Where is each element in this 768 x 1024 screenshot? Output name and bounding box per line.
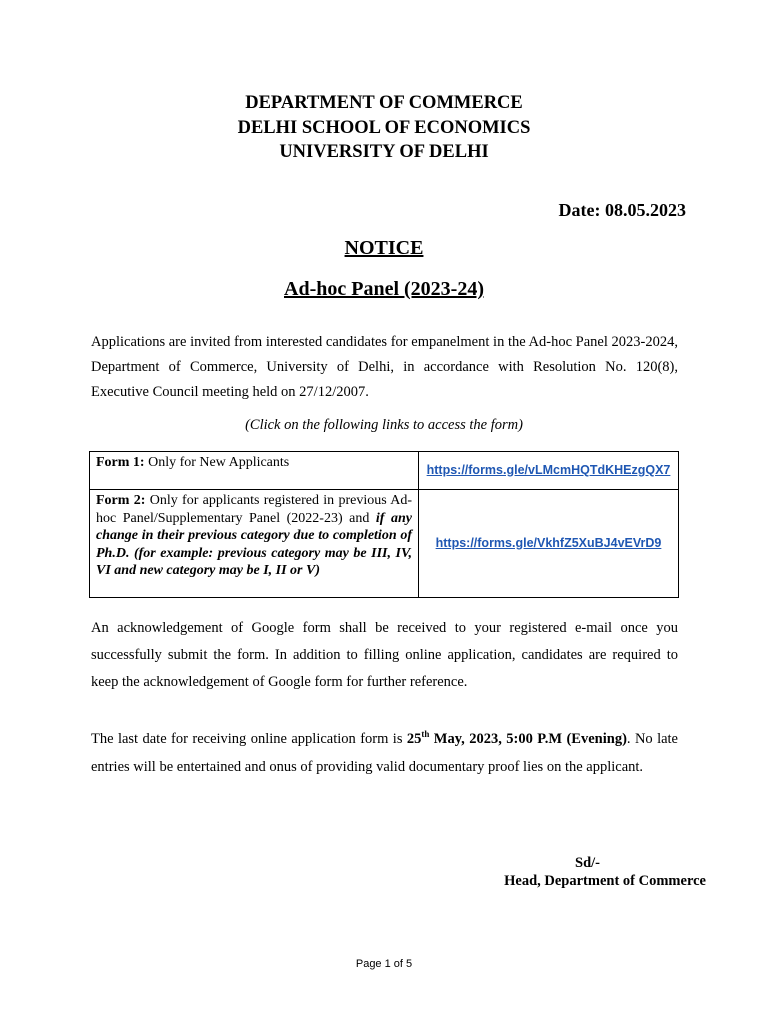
table-row <box>90 452 679 490</box>
forms-table <box>89 451 679 598</box>
deadline-suffix: . No late entries will be entertained and onus of providing valid documentary proof lies on the applicant. <box>91 730 678 775</box>
signature-sd: Sd/- <box>575 855 600 871</box>
table-row <box>90 490 679 598</box>
deadline-day-suffix: th <box>421 729 430 739</box>
header-department: DEPARTMENT OF COMMERCE <box>245 93 523 113</box>
deadline-paragraph <box>91 720 678 781</box>
form1-link[interactable]: https://forms.gle/vLMcmHQTdKHEzgQX7 <box>426 462 671 477</box>
form2-link-cell <box>419 490 679 598</box>
form2-desc-emphasis: if any change in their previous category due to completion of Ph.D. (for example: previous category may be III, IV, VI and new category may be I, II or V) <box>96 510 412 578</box>
header-school: DELHI SCHOOL OF ECONOMICS <box>237 118 531 138</box>
form1-description <box>90 452 419 490</box>
notice-date: Date: 08.05.2023 <box>558 200 686 220</box>
notice-subtitle: Ad-hoc Panel (2023-24) <box>284 278 484 300</box>
form2-description <box>90 490 419 598</box>
page-number: Page 1 of 5 <box>355 958 413 970</box>
form2-label: Form 2: <box>96 493 146 508</box>
deadline-day: 25 <box>406 730 422 747</box>
acknowledgement-paragraph: An acknowledgement of Google form shall be received to your registered e-mail once you successfully submit the form. In addition to filling online application, candidates are required to keep the acknowledgement of Google form for further reference. <box>91 620 678 690</box>
form1-label: Form 1: <box>96 455 145 470</box>
deadline-prefix: The last date for receiving online application form is <box>91 730 407 747</box>
form2-link[interactable]: https://forms.gle/VkhfZ5XuBJ4vEVrD9 <box>435 535 662 550</box>
deadline-datetime: May, 2023, 5:00 P.M (Evening) <box>429 730 627 747</box>
intro-paragraph: Applications are invited from interested candidates for empanelment in the Ad-hoc Panel 2023-2024, Department of Commerce, University of Delhi, in accordance with Resolution No. 120(8), Executive Council meeting held on 27/12/2007. <box>91 334 678 400</box>
signature-title: Head, Department of Commerce <box>504 873 706 889</box>
form1-link-cell <box>419 452 679 490</box>
header-university: UNIVERSITY OF DELHI <box>279 142 489 162</box>
form1-desc: Only for New Applicants <box>144 455 290 470</box>
notice-title: NOTICE <box>344 237 424 259</box>
links-note: (Click on the following links to access the form) <box>245 417 523 433</box>
form2-desc: Only for applicants registered in previous Ad-hoc Panel/Supplementary Panel (2022-23) and <box>96 493 412 526</box>
